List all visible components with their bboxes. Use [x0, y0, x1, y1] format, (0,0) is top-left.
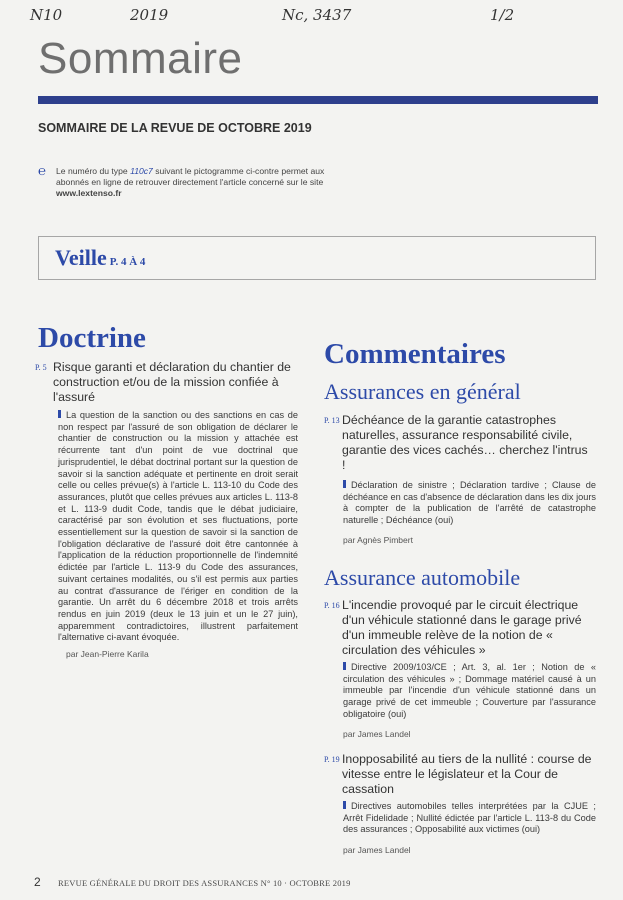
commentaire-entry[interactable] [324, 413, 594, 473]
note-after: suivant le pictogramme ci-contre permet aux abonnés en ligne de retrouver directement l'article concerné sur le site [56, 166, 325, 187]
page-number: P. 16 [324, 601, 340, 610]
commentaire-entry[interactable] [324, 752, 596, 797]
veille-box [38, 236, 596, 280]
commentaire-entry[interactable] [324, 598, 596, 658]
entry-author: par James Landel [343, 845, 411, 855]
note-site-link[interactable]: www.lextenso.fr [56, 188, 122, 198]
title-rule [38, 96, 598, 104]
section-heading-assurances-general: Assurances en général [324, 379, 521, 404]
handwritten-note-1: N10 [30, 6, 63, 24]
handwritten-note-4: 1/2 [490, 6, 515, 24]
entry-abstract: La question de la sanction ou des sanctions en cas de non respect par l'assuré de son obligation de déclarer le chantier de construction ou la mission y attachée est récurrente tant d'un point de vue doctrinal que jurisprudentiel, le débat doctrinal portant sur la question de savoir si la sanction adéquate et pertinente en droit serait celle ou celles prévue(s) à l'article L. 113-10 du Code des assurances, plutôt que celles prévues aux articles L. 113-8 et L. 113-9 dudit Code, tandis que le débat judiciaire, caractérisé par son évolution et ses fluctuations, porte essentiellement sur la question de savoir si la sanction de l'obligation déclarative de l'assuré doit être cantonnée à l'application de la réduction proportionnelle de l'indemnité édictée par l'article L. 113-9 du Code des assurances, suivant certaines modalités, ou s'il est permis aux parties au contrat d'assurance de l'ériger en condition de la garantie. Un arrêt du 6 décembre 2018 et trois arrêts rendus en juin 2019 (deux le 13 juin et un le 27 juin), apparemment contradictoires, illustrent parfaitement l'alternative ci-avant évoquée. [58, 410, 298, 643]
commentaires-heading: Commentaires [324, 338, 506, 370]
doctrine-entry[interactable] [35, 360, 300, 405]
entry-title: Déchéance de la garantie catastrophes naturelles, assurance responsabilité civile, garantie des vices cachés… cherchez l'intrus ! [342, 413, 588, 472]
handwritten-note-3: Nc, 3437 [282, 6, 352, 24]
entry-title: Inopposabilité au tiers de la nullité : course de vitesse entre le législateur et la Cour de cassation [342, 752, 592, 796]
entry-abstract: Déclaration de sinistre ; Déclaration tardive ; Clause de déchéance en cas d'absence de déclaration dans les dix jours à compter de la publication de l'arrêté de catastrophe naturelle ; Déchéance (oui) [343, 480, 596, 526]
entry-author: par James Landel [343, 729, 411, 739]
note-before: Le numéro du type [56, 166, 128, 176]
entry-title: L'incendie provoqué par le circuit électrique d'un véhicule stationné dans le garage privé d'un immeuble relève de la notion de « circulation des véhicules » [342, 598, 582, 657]
entry-abstract: Directives automobiles telles interprétées par la CJUE ; Arrêt Fidelidade ; Nullité édictée par l'article L. 113-8 du Code des assurances ; Opposabilité aux victimes (oui) [343, 801, 596, 835]
footer-page-number: 2 [34, 875, 41, 889]
entry-title: Risque garanti et déclaration du chantier de construction et/ou de la mission confiée à l'assuré [53, 360, 291, 404]
page-number: P. 19 [324, 755, 340, 764]
section-heading-assurance-automobile: Assurance automobile [324, 565, 521, 590]
handwritten-note-2: 2019 [130, 6, 169, 24]
veille-heading[interactable] [55, 245, 145, 271]
page-subtitle: SOMMAIRE DE LA REVUE DE OCTOBRE 2019 [38, 121, 312, 135]
e-icon: ℮ [38, 164, 46, 179]
lextenso-note [38, 166, 358, 199]
entry-author: par Jean-Pierre Karila [66, 649, 149, 659]
veille-label: Veille [55, 245, 107, 270]
veille-pages: P. 4 À 4 [109, 256, 146, 268]
entry-author: par Agnès Pimbert [343, 535, 413, 545]
entry-abstract: Directive 2009/103/CE ; Art. 3, al. 1er ; Notion de « circulation des véhicules » ; Dommage matériel causé à un immeuble par l'incendie d'un véhicule stationné dans un garage privé de cet immeuble ; Couverture par l'assurance obligatoire (oui) [343, 662, 596, 719]
page-number: P. 13 [324, 416, 340, 425]
note-code: 110c7 [130, 166, 153, 176]
doctrine-heading: Doctrine [38, 322, 146, 354]
page-title: Sommaire [38, 34, 243, 83]
page-number: P. 5 [35, 363, 47, 372]
footer-journal: REVUE GÉNÉRALE DU DROIT DES ASSURANCES N° 10 · OCTOBRE 2019 [58, 878, 351, 888]
